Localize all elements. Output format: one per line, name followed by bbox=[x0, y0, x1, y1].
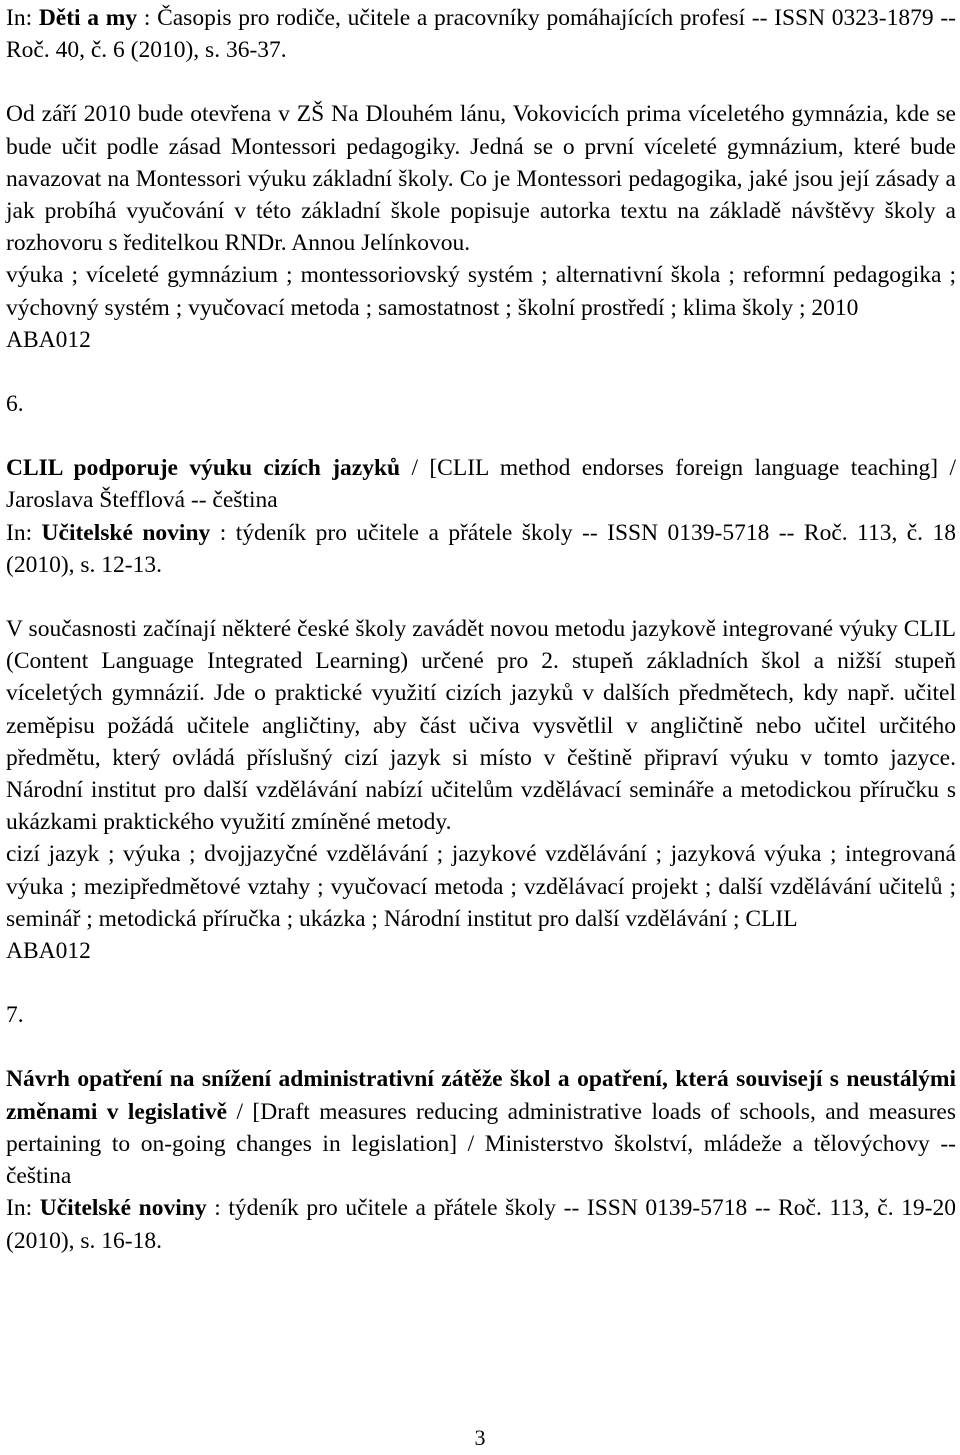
record-code: ABA012 bbox=[6, 326, 91, 353]
record-source bbox=[6, 517, 956, 581]
source-details: : Časopis pro rodiče, učitele a pracovníky pomáhajících profesí -- ISSN 0323-1879 -- Roč. 40, č. 6 (2010), s. 36-37. bbox=[6, 5, 956, 64]
record-keywords: výuka ; víceleté gymnázium ; montessoriovský systém ; alternativní škola ; reformní pedagogika ; výchovný systém ; vyučovací metoda ; samostatnost ; školní prostředí ; klima školy ; 2010 bbox=[6, 262, 956, 321]
record-number: 6. bbox=[6, 391, 24, 418]
source-prefix: In: bbox=[6, 519, 42, 546]
spacer bbox=[6, 1031, 956, 1063]
spacer bbox=[6, 581, 956, 613]
record-abstract: Od září 2010 bude otevřena v ZŠ Na Dlouhém lánu, Vokovicích prima víceletého gymnázia, kde se bude učit podle zásad Montessori pedagogiky. Jedná se o první víceleté gymnázium, které bude navazovat na Montessori výuku základní školy. Co je Montessori pedagogika, jaké jsou její zásady a jak probíhá vyučování v této základní škole popisuje autorka textu na základě návštěvy školy a rozhovoru s ředitelkou RNDr. Annou Jelínkovou. bbox=[6, 101, 956, 257]
source-title: Učitelské noviny bbox=[41, 519, 211, 546]
spacer bbox=[6, 967, 956, 999]
document-page bbox=[6, 2, 956, 1257]
spacer bbox=[6, 356, 956, 388]
source-prefix: In: bbox=[6, 1195, 40, 1222]
source-prefix: In: bbox=[6, 5, 39, 31]
record-keywords: cizí jazyk ; výuka ; dvojjazyčné vzdělávání ; jazykové vzdělávání ; jazyková výuka ; integrovaná výuka ; mezipředmětové vztahy ; vyučovací metoda ; vzdělávací projekt ; další vzdělávání učitelů ; seminář ; metodická příručka ; ukázka ; Národní institut pro další vzdělávání ; CLIL bbox=[6, 841, 956, 932]
source-details: : týdeník pro učitele a přátele školy -- ISSN 0139-5718 -- Roč. 113, č. 19-20 (2010), s. 16-18. bbox=[6, 1195, 956, 1254]
spacer bbox=[6, 420, 956, 452]
record-title-rest: / [Draft measures reducing administrative loads of schools, and measures pertaining to on-going changes in legislation] / Ministerstvo školství, mládeže a tělovýchovy -- čeština bbox=[6, 1098, 957, 1190]
record-title bbox=[6, 452, 956, 516]
record-title-bold: CLIL podporuje výuku cizích jazyků bbox=[6, 455, 401, 482]
record-abstract: V současnosti začínají některé české školy zavádět novou metodu jazykově integrované výuky CLIL (Content Language Integrated Learning) určené pro 2. stupeň základních škol a nižší stupeň víceletých gymnázií. Jde o praktické využití cizích jazyků v dalších předmětech, kdy např. učitel zeměpisu požádá učitele angličtiny, aby část učiva vysvětlil v angličtině nebo učitel určitého předmětu, který ovládá příslušný cizí jazyk si místo v češtině připraví výuku v tomto jazyce. Národní institut pro další vzdělávání nabízí učitelům vzdělávací semináře a metodickou příručku s ukázkami praktického využití zmíněné metody. bbox=[6, 616, 956, 836]
record-title bbox=[6, 1063, 956, 1192]
page-number: 3 bbox=[474, 1425, 486, 1450]
source-details: : týdeník pro učitele a přátele školy -- ISSN 0139-5718 -- Roč. 113, č. 18 (2010), s. 12-13. bbox=[6, 519, 957, 578]
record-code: ABA012 bbox=[6, 938, 91, 965]
record-title-bold: Návrh opatření na snížení administrativní zátěže škol a opatření, která souvisejí s neustálými změnami v legislativě bbox=[6, 1066, 956, 1125]
record-number: 7. bbox=[6, 1002, 24, 1029]
record-source bbox=[6, 1192, 956, 1256]
spacer bbox=[6, 66, 956, 98]
source-title: Učitelské noviny bbox=[39, 1195, 207, 1222]
record-source bbox=[6, 2, 956, 66]
source-title: Děti a my bbox=[38, 5, 138, 31]
record-title-rest: / [CLIL method endorses foreign language teaching] / Jaroslava Štefflová -- čeština bbox=[6, 455, 957, 514]
